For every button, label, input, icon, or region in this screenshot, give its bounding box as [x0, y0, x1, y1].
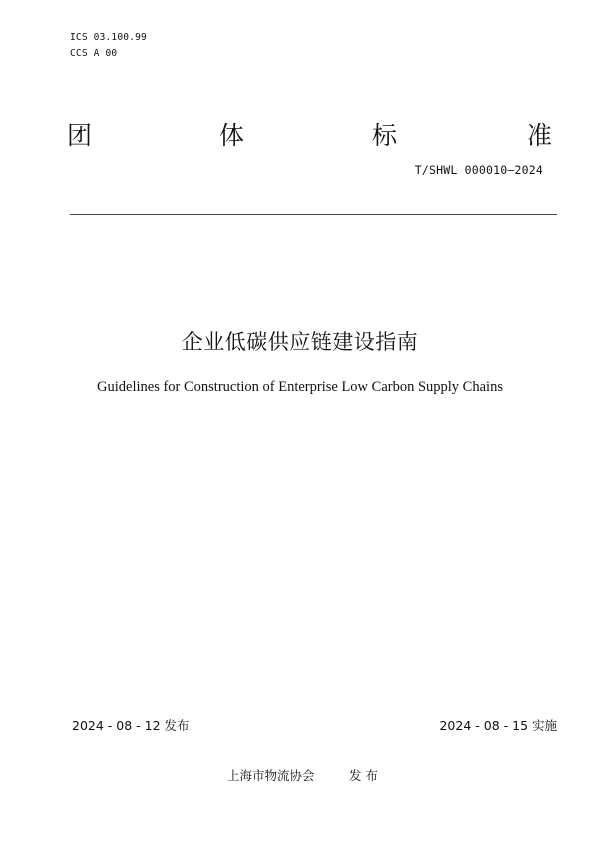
standard-type-char-4: 准: [527, 121, 553, 150]
ccs-code: CCS A 00: [70, 48, 118, 59]
ics-code: ICS 03.100.99: [70, 32, 147, 43]
publisher-name: 上海市物流协会: [227, 768, 315, 783]
standard-type-char-3: 标: [372, 121, 398, 150]
classification-codes: [70, 30, 147, 62]
publish-date: 2024 - 08 - 12 发布: [72, 718, 190, 733]
document-title-chinese: 企业低碳供应链建设指南: [181, 330, 419, 354]
header-divider: [70, 214, 557, 215]
implement-date: 2024 - 08 - 15 实施: [439, 718, 557, 733]
document-title-english: Guidelines for Construction of Enterprise Low Carbon Supply Chains: [97, 379, 503, 395]
publisher-action: 发 布: [349, 768, 378, 783]
standard-number: T/SHWL 000010—2024: [414, 163, 543, 177]
standard-type-char-1: 团: [67, 121, 93, 150]
standard-type-char-2: 体: [219, 121, 245, 150]
